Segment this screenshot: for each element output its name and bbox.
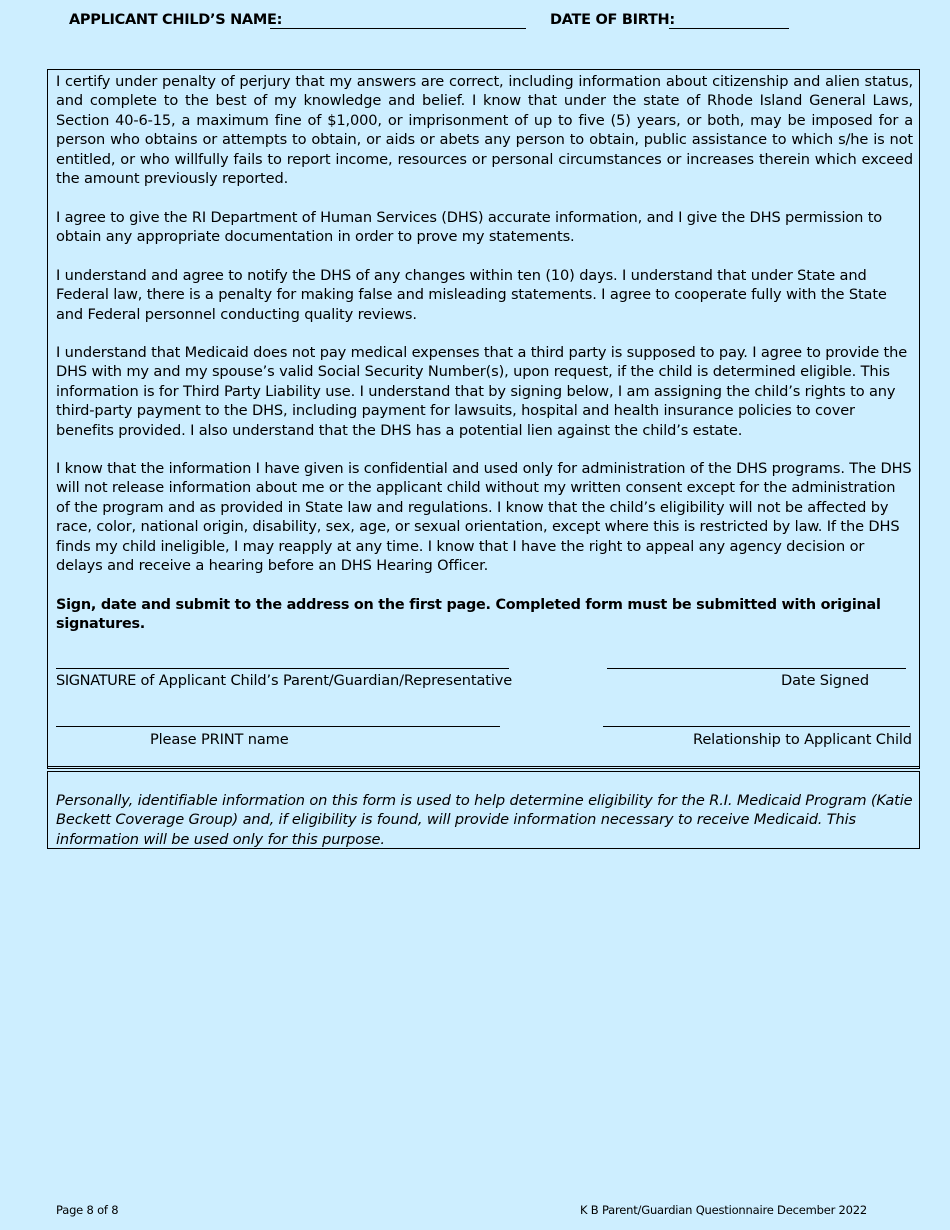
certification-paragraph-third-party: I understand that Medicaid does not pay medical expenses that a third party is supposed to pay. I agree to provide the DHS with my and my spouse’s valid Social Security Number(s), upon request, if the child is determined eligible. This information is for Third Party Liability use. I understand that by signing below, I am assigning the child’s rights to any third-party payment to the DHS, including payment for lawsuits, hospital and health insurance policies to cover benefits provided. I also understand that the DHS has a potential lien against the child’s estate.: [56, 344, 908, 439]
signature-field[interactable]: [56, 668, 509, 669]
relationship-caption: Relationship to Applicant Child: [693, 731, 912, 748]
signature-word: SIGNATURE: [56, 672, 137, 689]
applicant-name-field[interactable]: [270, 28, 526, 29]
certification-paragraph-information: I agree to give the RI Department of Human Services (DHS) accurate information, and I give the DHS permission to obtain any appropriate documentation in order to prove my statements.: [56, 209, 883, 246]
date-signed-field[interactable]: [607, 668, 906, 669]
relationship-field[interactable]: [603, 726, 910, 727]
certification-paragraph-confidentiality: I know that the information I have given is confidential and used only for administration of the DHS programs. The DHS will not release information about me or the applicant child without my written consent except for the administration of the program and as provided in State law and regulations. I know that the child’s eligibility will not be affected by race, color, national origin, disability, sex, age, or sexual orientation, except where this is restricted by law. If the DHS finds my child ineligible, I may reapply at any time. I know that I have the right to appeal any agency decision or delays and receive a hearing before an DHS Hearing Officer.: [56, 460, 912, 575]
page-number: Page 8 of 8: [56, 1203, 119, 1217]
form-title-footer: K B Parent/Guardian Questionnaire December 2022: [580, 1203, 868, 1217]
signature-caption-rest: of Applicant Child’s Parent/Guardian/Representative: [140, 672, 513, 689]
print-name-caption: Please PRINT name: [150, 731, 289, 748]
date-of-birth-field[interactable]: [669, 28, 789, 29]
privacy-notice-text: Personally, identifiable information on this form is used to help determine eligibility for the R.I. Medicaid Program (Katie Beckett Coverage Group) and, if eligibility is found, will provide information necessary to receive Medicaid. This information will be used only for this purpose.: [56, 792, 913, 848]
applicant-name-label: APPLICANT CHILD’S NAME:: [69, 12, 283, 28]
applicant-header: [69, 10, 929, 32]
certification-box: [47, 69, 920, 769]
print-name-field[interactable]: [56, 726, 500, 727]
signature-caption: [56, 672, 512, 689]
date-signed-caption: Date Signed: [781, 672, 869, 689]
privacy-notice-box: [47, 771, 920, 849]
certification-paragraph-perjury: I certify under penalty of perjury that my answers are correct, including information about citizenship and alien status, and complete to the best of my knowledge and belief. I know that under the state of Rhode Island General Laws, Section 40-6-15, a maximum fine of $1,000, or imprisonment of up to five (5) years, or both, may be imposed for a person who obtains or attempts to obtain, or aids or abets any person to obtain, public assistance to which s/he is not entitled, or who willfully fails to report income, resources or personal circumstances or increases therein which exceed the amount previously reported.: [56, 73, 913, 188]
submission-instruction: Sign, date and submit to the address on the first page. Completed form must be submitted with original signatures.: [56, 597, 881, 633]
date-of-birth-label: DATE OF BIRTH:: [550, 12, 675, 28]
certification-paragraph-changes: I understand and agree to notify the DHS of any changes within ten (10) days. I understand that under State and Federal law, there is a penalty for making false and misleading statements. I agree to cooperate fully with the State and Federal personnel conducting quality reviews.: [56, 267, 887, 323]
